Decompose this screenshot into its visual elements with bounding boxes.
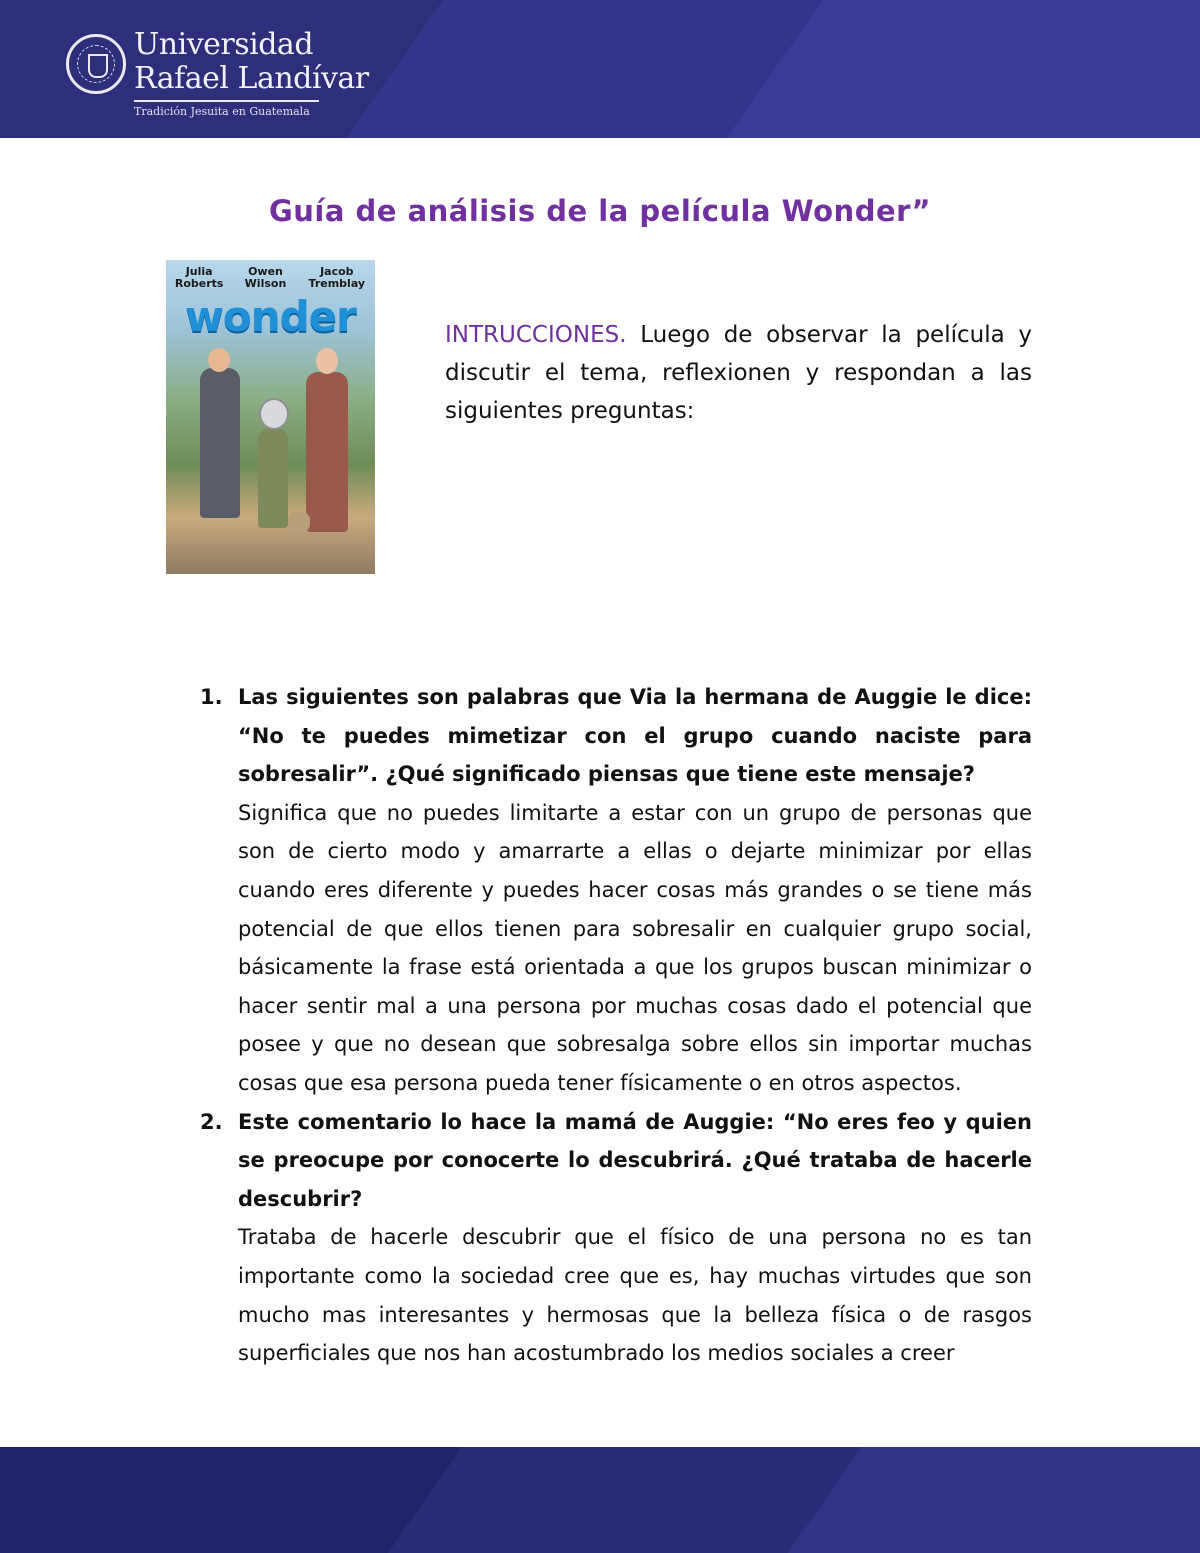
poster-actor: Julia Roberts <box>174 265 224 290</box>
poster-actor: Jacob Tremblay <box>308 265 366 290</box>
poster-figure <box>306 372 348 532</box>
instructions-text: Luego de observar la película y discutir el tema, reflexionen y respondan a las siguientes preguntas: <box>445 322 1032 424</box>
poster-figure <box>258 428 288 528</box>
poster-figure <box>200 368 240 518</box>
answer-text: Significa que no puedes limitarte a estar con un grupo de personas que son de cierto modo y amarrarte a ellas o dejarte minimizar por ellas cuando eres diferente y puedes hacer cosas más grandes o se tiene más potencial de que ellos tienen para sobresalir en cualquier grupo social, básicamente la frase está orientada a que los grupos buscan minimizar o hacer sentir mal a una persona por muchas cosas dado el potencial que posee y que no desean que sobresalga sobre ellos sin importar muchas cosas que esa persona pueda tener físicamente o en otros aspectos. <box>238 800 1032 1095</box>
instructions-label: INTRUCCIONES. <box>445 322 627 348</box>
question-item <box>200 678 1032 1103</box>
logo-text <box>134 28 369 119</box>
poster-figure <box>316 348 338 374</box>
logo-divider <box>134 100 319 102</box>
page-title: Guía de análisis de la película Wonder” <box>268 194 932 228</box>
poster-figure <box>259 398 289 430</box>
question-text: Las siguientes son palabras que Via la hermana de Auggie le dice: “No te puedes mimetizar con el grupo cuando naciste para sobresalir”. ¿Qué significado piensas que tiene este mensaje? <box>238 685 1032 787</box>
question-number: 2. <box>200 1109 223 1134</box>
poster-cast <box>166 266 375 290</box>
movie-poster-image <box>166 260 375 574</box>
logo-tagline: Tradición Jesuita en Guatemala <box>134 105 310 118</box>
question-list <box>200 678 1032 1373</box>
header-banner <box>0 0 1200 138</box>
question-item <box>200 1103 1032 1373</box>
university-logo <box>66 28 369 119</box>
footer-banner <box>0 1447 1200 1553</box>
question-number: 1. <box>200 685 223 709</box>
logo-line2: Rafael Landívar <box>134 61 369 96</box>
answer-text: Trataba de hacerle descubrir que el físico de una persona no es tan importante como la sociedad cree que es, hay muchas virtudes que son mucho mas interesantes y hermosas que la belleza física o de rasgos superficiales que nos han acostumbrado los medios sociales a creer <box>238 1225 1032 1366</box>
question-text: Este comentario lo hace la mamá de Auggie: “No eres feo y quien se preocupe por conocerte lo descubrirá. ¿Qué trataba de hacerle descubrir? <box>238 1109 1032 1211</box>
logo-line1: Universidad <box>134 27 314 62</box>
poster-figure <box>208 348 230 372</box>
poster-actor: Owen Wilson <box>244 265 287 290</box>
university-seal-icon <box>66 34 126 94</box>
poster-wordmark: wonder <box>185 292 356 341</box>
instructions-paragraph <box>445 316 1032 430</box>
poster-figure <box>288 512 310 532</box>
